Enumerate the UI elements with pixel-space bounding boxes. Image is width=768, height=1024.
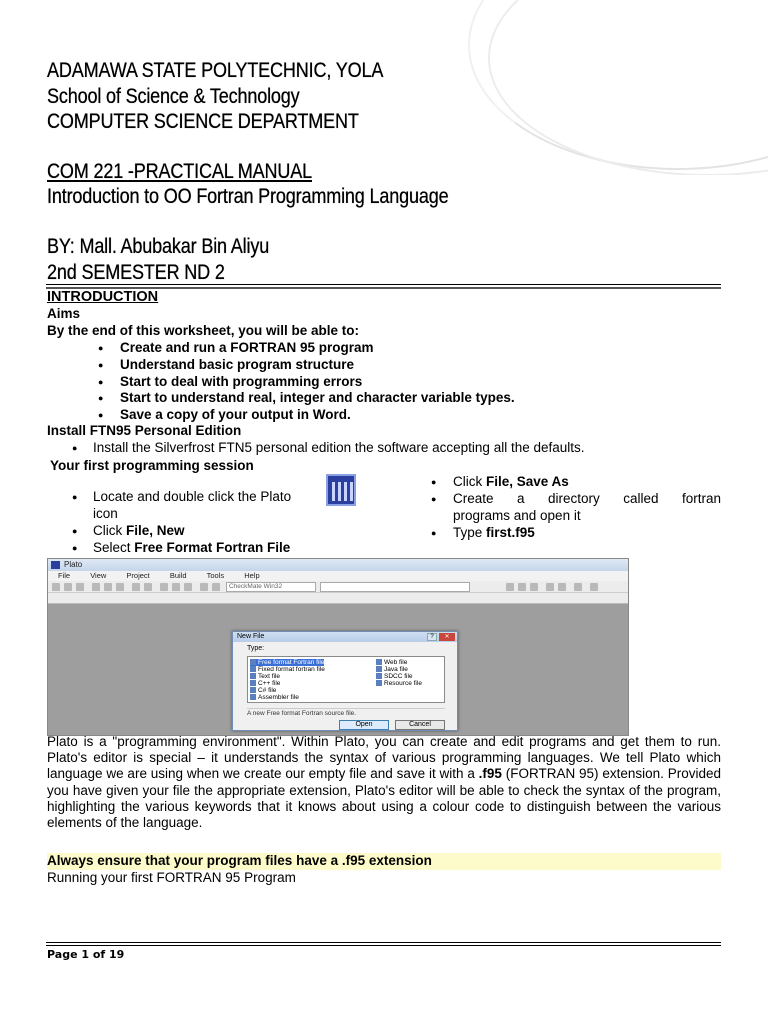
install-item: Install the Silverfrost FTN5 personal edition the software accepting all the defaults.	[93, 440, 585, 455]
course-subtitle: Introduction to OO Fortran Programming Language	[47, 185, 449, 208]
toolbar-tool-icon	[200, 583, 208, 591]
word: a	[517, 491, 525, 506]
toolbar-redo-icon	[144, 583, 152, 591]
list-item-label: C++ file	[258, 680, 281, 687]
toolbar-copy-icon	[104, 583, 112, 591]
dialog-titlebar	[233, 632, 457, 642]
bullet-icon: ●	[72, 526, 78, 536]
plato-window-title: Plato	[64, 560, 83, 569]
list-item	[250, 680, 280, 687]
step-bold: first.f95	[486, 525, 535, 540]
step-prefix: Select	[93, 540, 135, 555]
file-type-icon	[376, 666, 382, 672]
list-item-label: Java file	[384, 666, 408, 673]
toolbar-find-icon	[160, 583, 168, 591]
list-item-label: Fixed format fortran file	[258, 666, 325, 673]
dialog-description: A new Free format Fortran source file.	[247, 708, 445, 717]
step-prefix: Click	[453, 474, 486, 489]
semester-line: 2nd SEMESTER ND 2	[47, 261, 225, 284]
list-item	[376, 680, 422, 687]
bullet-icon: ●	[98, 410, 104, 420]
step-bold: File, New	[126, 523, 185, 538]
bullet-icon: ●	[98, 393, 104, 403]
step-select-format	[93, 540, 290, 556]
aims-lead: By the end of this worksheet, you will be able to:	[47, 323, 360, 338]
plato-icon-strip	[344, 482, 347, 501]
list-item-label: Web file	[384, 659, 408, 666]
menu-view: View	[90, 571, 107, 580]
step-locate-plato-cont: icon	[93, 506, 118, 521]
bullet-icon: ●	[98, 360, 104, 370]
toolbar-open-icon	[64, 583, 72, 591]
step-type-filename	[453, 525, 535, 541]
footer-rule	[46, 945, 721, 946]
bullet-icon: ●	[72, 492, 78, 502]
plato-toolbar	[48, 581, 628, 593]
menu-file: File	[58, 571, 71, 580]
toolbar-save-icon	[76, 583, 84, 591]
step-bold: File, Save As	[486, 474, 569, 489]
author-line: BY: Mall. Abubakar Bin Aliyu	[47, 235, 270, 258]
bullet-icon: ●	[431, 528, 437, 538]
step-create-directory	[453, 491, 721, 507]
dialog-type-label: Type:	[247, 645, 265, 652]
list-item	[250, 687, 276, 694]
corner-decoration	[438, 0, 768, 175]
dialog-title: New File	[237, 633, 265, 640]
institution-title: ADAMAWA STATE POLYTECHNIC, YOLA	[47, 59, 384, 82]
word: Create	[453, 491, 494, 506]
file-type-icon	[250, 659, 256, 665]
bullet-icon: ●	[98, 343, 104, 353]
word: called	[623, 491, 659, 506]
menu-build: Build	[169, 571, 187, 580]
list-item-label: C# file	[258, 687, 277, 694]
bullet-icon: ●	[72, 443, 78, 453]
toolbar-tool-icon	[212, 583, 220, 591]
list-item-label: Text file	[258, 673, 281, 680]
footer-rule	[46, 942, 721, 943]
file-type-list	[247, 656, 445, 703]
aims-label: Aims	[47, 306, 81, 321]
toolbar-tool-icon	[530, 583, 538, 591]
file-type-icon	[376, 680, 382, 686]
new-file-dialog	[232, 631, 458, 731]
toolbar-tool-icon	[590, 583, 598, 591]
step-locate-plato: Locate and double click the Plato	[93, 489, 292, 504]
header-rule	[46, 284, 721, 285]
plato-icon	[326, 474, 356, 506]
list-item	[250, 673, 280, 680]
aim-item: Start to deal with programming errors	[120, 374, 363, 389]
plato-app-icon	[51, 561, 60, 569]
toolbar-tool-icon	[574, 583, 582, 591]
aim-item: Understand basic program structure	[120, 357, 355, 372]
step-prefix: Type	[453, 525, 487, 540]
list-item	[250, 659, 324, 666]
plato-screenshot	[47, 558, 629, 736]
file-type-icon	[376, 673, 382, 679]
school-title: School of Science & Technology	[47, 85, 300, 108]
file-type-icon	[250, 680, 256, 686]
toolbar-tool-icon	[506, 583, 514, 591]
bullet-icon: ●	[72, 543, 78, 553]
build-config-select: CheckMate Win32	[226, 582, 316, 592]
extension-warning: Always ensure that your program files have a .f95 extension	[47, 853, 432, 868]
menu-project: Project	[126, 571, 150, 580]
toolbar-tool-icon	[546, 583, 554, 591]
file-type-icon	[250, 694, 256, 700]
step-prefix: Click	[93, 523, 126, 538]
plato-icon-strip	[350, 482, 353, 501]
toolbar-tool-icon	[172, 583, 180, 591]
course-title: COM 221 -PRACTICAL MANUAL	[47, 160, 312, 183]
aim-item: Save a copy of your output in Word.	[120, 407, 351, 422]
cancel-button: Cancel	[395, 720, 445, 730]
toolbar-tool-icon	[558, 583, 566, 591]
bullet-icon: ●	[431, 477, 437, 487]
close-icon: ✕	[439, 633, 455, 641]
plato-description	[47, 734, 721, 831]
aim-item: Create and run a FORTRAN 95 program	[120, 340, 374, 355]
session-heading: Your first programming session	[50, 458, 254, 473]
plato-icon-strip	[332, 482, 335, 501]
extension-bold: .f95	[478, 766, 502, 782]
file-type-icon	[250, 687, 256, 693]
aim-item: Start to understand real, integer and character variable types.	[120, 390, 515, 405]
toolbar-combo	[320, 582, 470, 592]
list-item-label: Resource file	[384, 680, 422, 687]
plato-icon-strip	[338, 482, 341, 501]
list-item-label: SDCC file	[384, 673, 413, 680]
toolbar-paste-icon	[116, 583, 124, 591]
plato-titlebar	[48, 559, 628, 571]
list-item-label: Free format Fortran file	[258, 659, 325, 666]
department-title: COMPUTER SCIENCE DEPARTMENT	[47, 110, 359, 133]
step-save-as	[453, 474, 569, 490]
open-button: Open	[339, 720, 389, 730]
list-item	[376, 666, 408, 673]
decorative-arc	[488, 0, 768, 175]
list-item-label: Assembler file	[258, 694, 299, 701]
step-file-new	[93, 523, 185, 539]
bullet-icon: ●	[98, 377, 104, 387]
paragraph-text: (FORTRAN 95) extension. Provided you have given your file the appropriate extension, Plato's editor will be able to check the syntax of the program, highlighting the various keywords that it knows about using a colour code to distinguish between the various elements of the language.	[47, 766, 721, 831]
step-bold: Free Format Fortran File	[134, 540, 291, 555]
toolbar-cut-icon	[92, 583, 100, 591]
step-create-directory-cont: programs and open it	[453, 508, 581, 523]
install-heading: Install FTN95 Personal Edition	[47, 423, 242, 438]
introduction-heading: INTRODUCTION	[47, 289, 159, 305]
word: directory	[547, 491, 600, 506]
toolbar-tool-icon	[184, 583, 192, 591]
file-type-icon	[376, 659, 382, 665]
plato-toolbar-secondary	[48, 593, 628, 604]
toolbar-undo-icon	[132, 583, 140, 591]
toolbar-tool-icon	[518, 583, 526, 591]
list-item	[250, 666, 325, 673]
plato-menubar	[48, 571, 628, 581]
bullet-icon: ●	[431, 494, 437, 504]
paragraph-text: Plato is a "programming environment". Within Plato, you can create and edit programs and get them to run. Plato's editor is special – it understands the syntax of various programming languages. We tell Plato which language we are using when we create our empty file and save it with a	[47, 734, 721, 782]
file-type-icon	[250, 673, 256, 679]
list-item	[376, 659, 407, 666]
help-icon: ?	[427, 633, 437, 641]
list-item	[376, 673, 413, 680]
running-heading: Running your first FORTRAN 95 Program	[47, 870, 296, 885]
toolbar-new-icon	[52, 583, 60, 591]
menu-help: Help	[244, 571, 260, 580]
word: fortran	[681, 491, 721, 506]
list-item	[250, 694, 299, 701]
menu-tools: Tools	[206, 571, 225, 580]
file-type-icon	[250, 666, 256, 672]
page-number: Page 1 of 19	[47, 948, 125, 961]
